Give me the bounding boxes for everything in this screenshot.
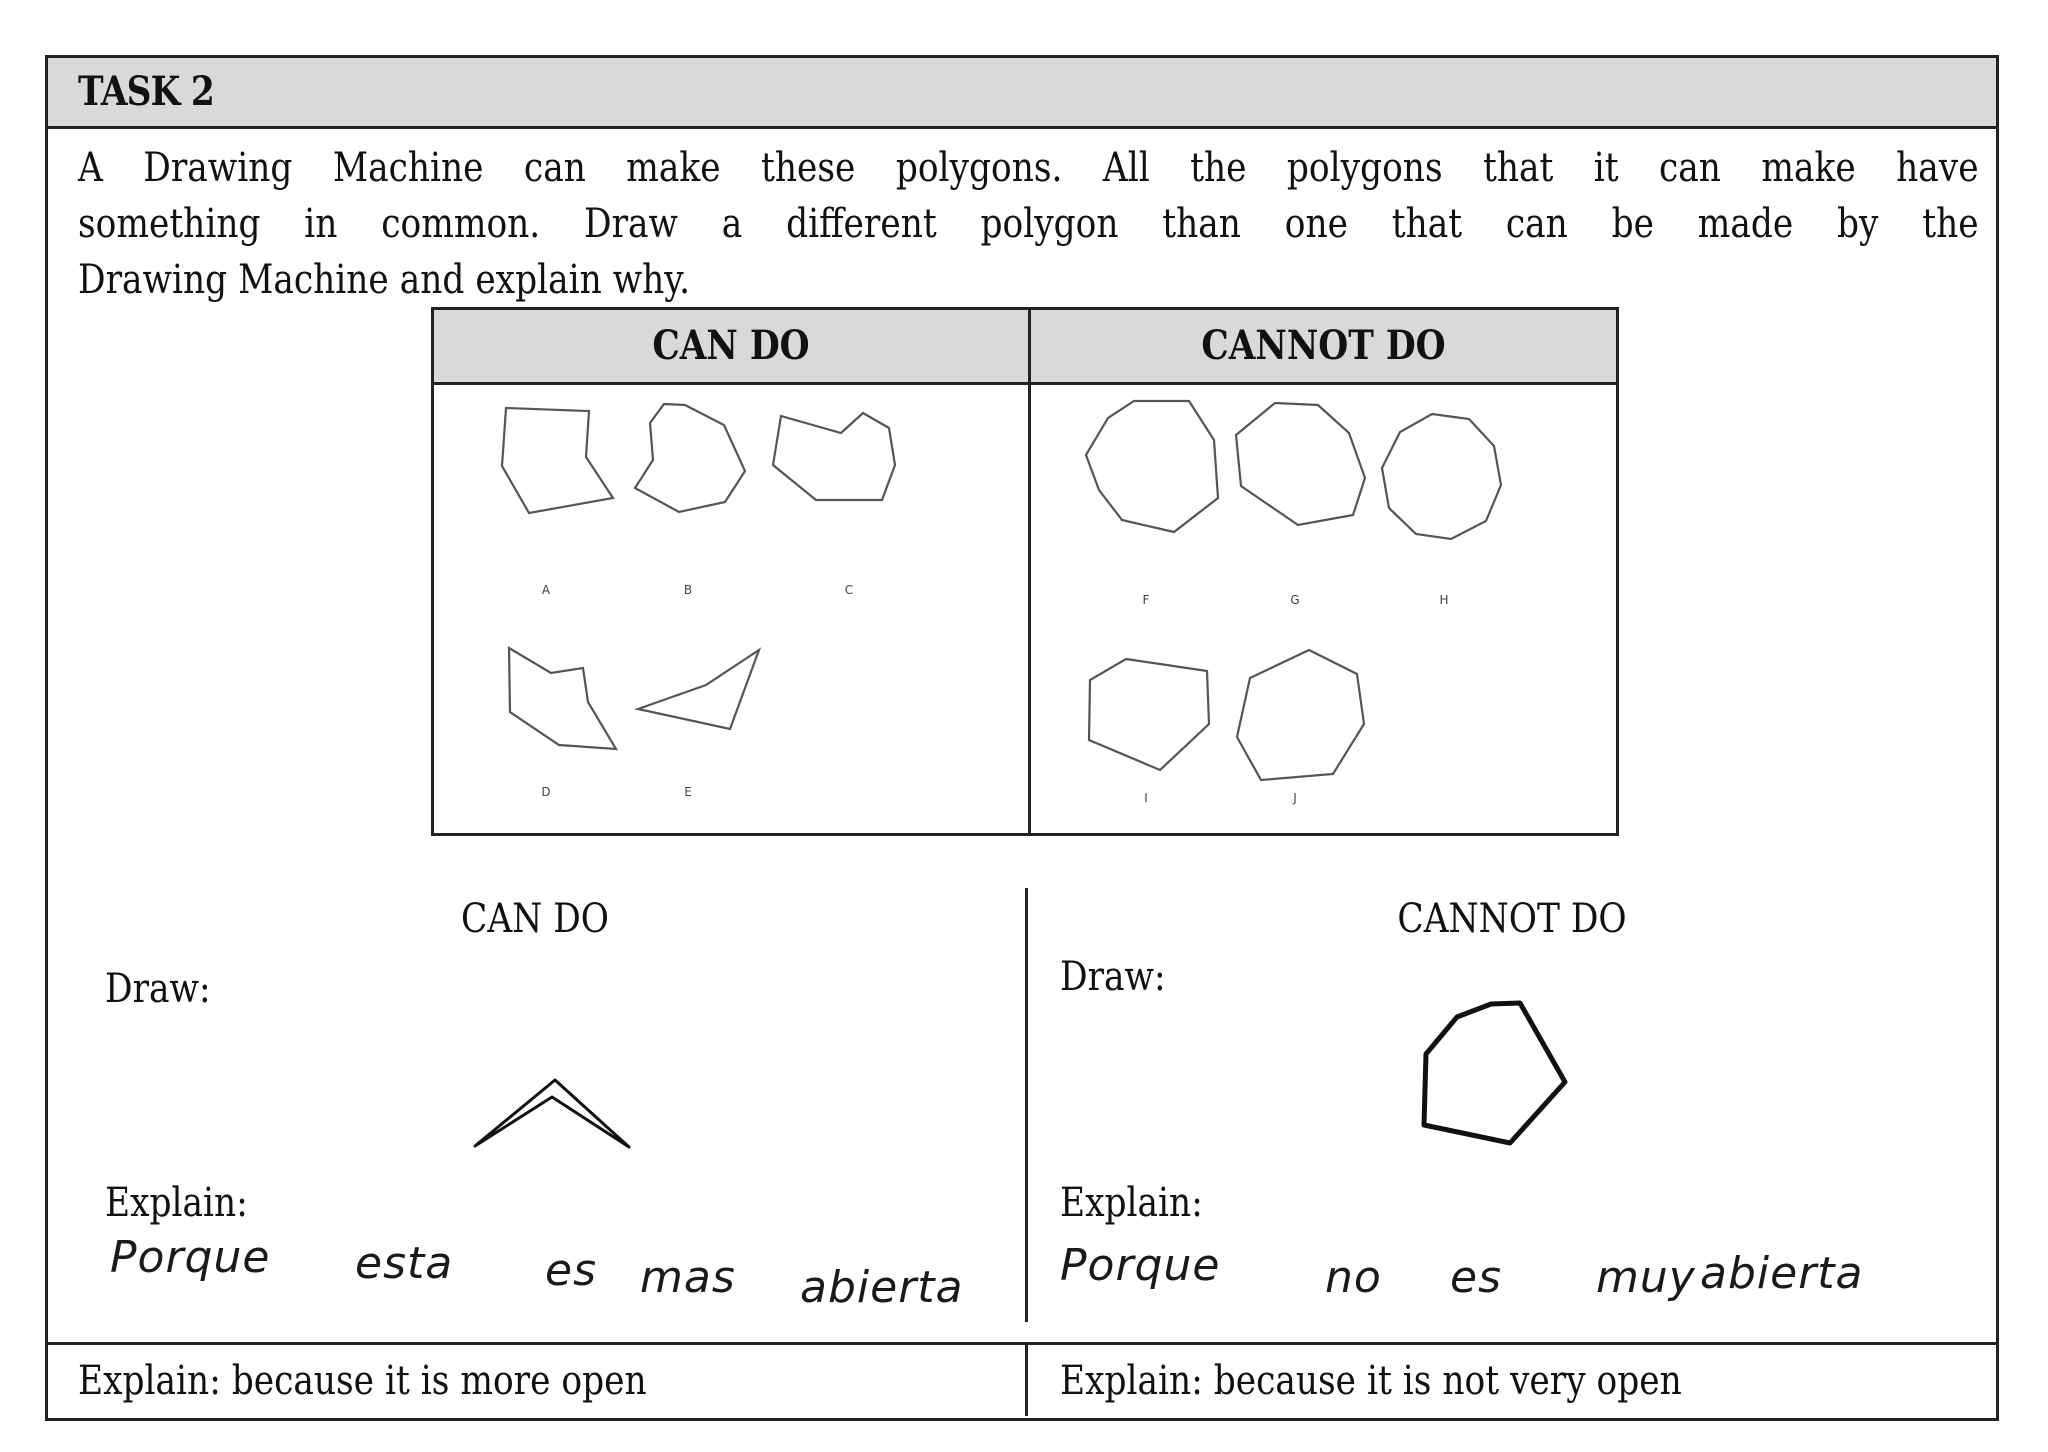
- prompt-line-3: Drawing Machine and explain why.: [78, 257, 691, 303]
- can-do-handwriting-word: mas: [640, 1252, 736, 1303]
- can-do-handwriting-word: esta: [355, 1238, 454, 1289]
- cannot-do-translation: Explain: because it is not very open: [1060, 1358, 1682, 1404]
- cannot-do-polygon-label: G: [1290, 593, 1300, 607]
- can-do-draw-label: Draw:: [105, 966, 211, 1012]
- cannot-do-handwriting-word: muy: [1596, 1252, 1696, 1303]
- answer-can-do-title: CAN DO: [460, 896, 609, 942]
- can-do-polygon-label: B: [683, 583, 693, 597]
- cannot-do-handwriting-word: es: [1450, 1252, 1502, 1303]
- header-cannot-do: CANNOT DO: [1201, 322, 1446, 369]
- can-do-polygon-label: C: [844, 583, 854, 597]
- prompt-line-2: something in common. Draw a different polygon than one that can be made by the: [78, 201, 1979, 247]
- cannot-do-sketch: [1424, 1003, 1565, 1143]
- cannot-do-polygon-label: J: [1293, 791, 1297, 805]
- header-can-do: CAN DO: [652, 322, 810, 369]
- cannot-do-explain-label: Explain:: [1060, 1180, 1203, 1226]
- cannot-do-polygon-label: H: [1439, 593, 1449, 607]
- cannot-do-polygon-label: I: [1144, 791, 1148, 805]
- cannot-do-polygon-label: F: [1142, 593, 1150, 607]
- translation-row-vdivider: [1025, 1344, 1028, 1416]
- cannot-do-draw-label: Draw:: [1060, 954, 1166, 1000]
- can-do-handwriting-word: abierta: [800, 1262, 964, 1313]
- cannot-do-handwriting-word: abierta: [1700, 1248, 1864, 1299]
- can-do-handwriting-word: Porque: [110, 1232, 271, 1283]
- translation-row-divider: [48, 1342, 1996, 1345]
- can-do-polygon-label: D: [541, 785, 551, 799]
- task-title: TASK 2: [78, 68, 214, 115]
- can-do-translation: Explain: because it is more open: [78, 1358, 647, 1404]
- can-do-explain-label: Explain:: [105, 1180, 248, 1226]
- can-do-sketch: [475, 1080, 629, 1147]
- cannot-do-handwriting-word: no: [1325, 1252, 1382, 1303]
- cannot-do-handwriting-word: Porque: [1060, 1240, 1221, 1291]
- can-do-polygon-label: A: [541, 583, 551, 597]
- can-do-polygon-label: E: [684, 785, 692, 799]
- answer-cannot-do-title: CANNOT DO: [1397, 896, 1627, 942]
- can-do-handwriting-word: es: [545, 1245, 597, 1296]
- prompt-line-1: A Drawing Machine can make these polygons. All the polygons that it can make have: [78, 145, 1979, 191]
